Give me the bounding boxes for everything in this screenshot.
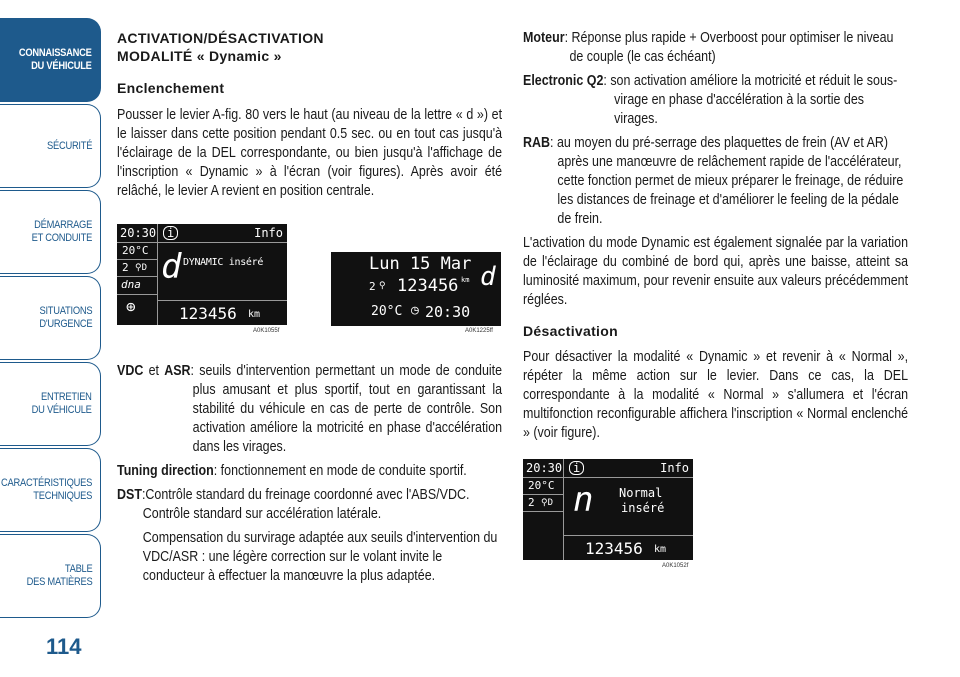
rab-term: RAB bbox=[523, 135, 551, 151]
clock-value: 20:30 bbox=[425, 303, 471, 321]
tab-label: SITUATIONS D'URGENCE bbox=[38, 305, 92, 330]
vdc-asr-text: : seuils d'intervention permettant un mode de conduite plus amusant et plus sportif, tout en garantissant la stabilité du véhicule en cas de perte de contrôle. Son activation améliore la motricité en phase d'accélération dans les virages. bbox=[190, 363, 503, 455]
right-column bbox=[523, 29, 909, 443]
info-icon: i bbox=[163, 226, 178, 240]
headlight-icon: ⚲D bbox=[541, 498, 554, 508]
tab-label: CARACTÉRISTIQUES TECHNIQUES bbox=[0, 477, 92, 502]
vdc-and: et bbox=[143, 363, 165, 379]
asr-term: ASR bbox=[164, 363, 191, 379]
temperature: 20°C bbox=[528, 479, 555, 492]
info-icon: i bbox=[569, 461, 584, 475]
moteur-text: : Réponse plus rapide + Overboost pour optimiser le niveau de couple (le cas échéant) bbox=[564, 30, 894, 65]
tab-table-matieres[interactable] bbox=[0, 534, 101, 618]
dst-term: DST bbox=[117, 487, 142, 503]
tab-demarrage[interactable] bbox=[0, 190, 101, 274]
dna-label: dna bbox=[121, 278, 141, 291]
tab-situations-urgence[interactable] bbox=[0, 276, 101, 360]
page-number: 114 bbox=[46, 634, 82, 659]
figure-caption: A0K1225ff bbox=[465, 328, 493, 334]
subheading-desactivation: Désactivation bbox=[523, 323, 618, 339]
paragraph-enclenchement: Pousser le levier A-fig. 80 vers le haut (au niveau de la lettre « d ») et le laisser dans cette position pendant 0.5 sec. ou en tout cas jusqu'à l'éclairage de la DEL correspondante, ou bien jusqu'à l'affichage de l'inscription « Dynamic » à l'écran (voir figures). Après avoir été relâché, le levier A revient en position centrale. bbox=[117, 107, 503, 199]
gear-indicator: 2 bbox=[122, 261, 129, 274]
info-label: Info bbox=[254, 226, 283, 240]
tab-label: ENTRETIEN DU VÉHICULE bbox=[31, 391, 92, 416]
mode-text-1: Normal bbox=[619, 486, 663, 500]
temperature: 20°C bbox=[122, 244, 149, 257]
mode-text: DYNAMIC inséré bbox=[183, 257, 264, 268]
tuning-text: : fonctionnement en mode de conduite sportif. bbox=[213, 463, 467, 479]
display-figure-dynamic bbox=[117, 224, 287, 325]
figure-caption: A0K1055f bbox=[253, 328, 280, 334]
globe-icon: ⊕ bbox=[126, 297, 136, 316]
clock-value: 20:30 bbox=[120, 226, 157, 240]
tuning-term: Tuning direction bbox=[117, 463, 214, 479]
eq2-text: : son activation améliore la motricité et réduit le sous-virage en phase d'accélération à la sortie des virages. bbox=[603, 73, 898, 127]
tab-caracteristiques[interactable] bbox=[0, 448, 101, 532]
mode-text-2: inséré bbox=[621, 501, 665, 515]
section-heading: ACTIVATION/DÉSACTIVATION bbox=[117, 30, 324, 46]
rab-text: : au moyen du pré-serrage des plaquettes de frein (AV et AR) après une manœuvre de relâchement rapide de l'accélérateur, cette fonction permet de mieux préparer le freinage, de réduire les distances de freinage et d'améliorer le feeling de la pédale de frein. bbox=[550, 135, 904, 227]
mode-letter: n bbox=[573, 480, 594, 520]
paragraph-dynamic-signal: L'activation du mode Dynamic est également signalée par la variation de l'éclairage du combiné de bord qui, après une baisse, atteint sa luminosité maximum, pour revenir ensuite aux valeurs précédemment réglées. bbox=[523, 235, 909, 308]
odometer-unit: km bbox=[248, 309, 261, 320]
chapter-sidebar bbox=[0, 18, 101, 620]
odometer-unit: km bbox=[461, 276, 470, 284]
tab-label: DÉMARRAGE ET CONDUITE bbox=[31, 219, 92, 244]
display-figure-dynamic-alt bbox=[331, 252, 501, 326]
mode-letter: d bbox=[480, 262, 496, 292]
left-column-bottom bbox=[117, 362, 503, 586]
tuning-item bbox=[117, 462, 502, 481]
vdc-asr-item bbox=[117, 362, 502, 457]
dst-text-2: Compensation du survirage adaptée aux seuils d'intervention du VDC/ASR : une légère correction sur le volant invite le conducteur à effectuer la manœuvre la plus adaptée. bbox=[142, 530, 498, 584]
temperature: 20°C bbox=[371, 304, 403, 319]
left-column-top bbox=[117, 29, 503, 201]
clock-value: 20:30 bbox=[526, 461, 563, 475]
eq2-term: Electronic Q2 bbox=[523, 73, 604, 89]
paragraph-desactivation: Pour désactiver la modalité « Dynamic » et revenir à « Normal », répéter la même action sur le levier. Dans ce cas, la DEL correspondante à la modalité « Normal » s'allumera et l'écran multifonction reconfigurable affichera l'inscription « Normal enclenché » (voir figure). bbox=[523, 349, 909, 441]
rab-item bbox=[523, 134, 908, 229]
info-label: Info bbox=[660, 461, 689, 475]
gear-indicator: 2 bbox=[528, 496, 535, 509]
moteur-term: Moteur bbox=[523, 30, 565, 46]
odometer-unit: km bbox=[654, 544, 667, 555]
headlight-icon: ⚲D bbox=[135, 263, 148, 273]
tab-label: CONNAISSANCE DU VÉHICULE bbox=[19, 47, 92, 72]
odometer: 123456 bbox=[397, 276, 459, 296]
vdc-term: VDC bbox=[117, 363, 144, 379]
clock-icon: ◷ bbox=[411, 303, 419, 318]
section-heading-2: MODALITÉ « Dynamic » bbox=[117, 48, 282, 64]
eq2-item bbox=[523, 72, 908, 129]
subheading-enclenchement: Enclenchement bbox=[117, 80, 225, 96]
display-figure-normal bbox=[523, 459, 693, 560]
tab-securite[interactable] bbox=[0, 104, 101, 188]
gear-indicator: 2 bbox=[369, 280, 376, 293]
odometer: 123456 bbox=[585, 539, 643, 558]
tab-label: SÉCURITÉ bbox=[46, 139, 92, 152]
mode-letter: d bbox=[161, 247, 182, 287]
tab-entretien[interactable] bbox=[0, 362, 101, 446]
moteur-item bbox=[523, 29, 908, 67]
date-value: Lun 15 Mar bbox=[369, 254, 472, 274]
figure-caption: A0K1052f bbox=[662, 563, 689, 569]
tab-label: TABLE DES MATIÈRES bbox=[26, 563, 92, 588]
odometer: 123456 bbox=[179, 304, 237, 323]
tab-connaissance-vehicule[interactable] bbox=[0, 18, 101, 102]
headlight-icon: ⚲ bbox=[379, 281, 386, 291]
dst-item bbox=[117, 486, 502, 586]
dst-text: :Contrôle standard du freinage coordonné avec l'ABS/VDC. Contrôle standard sur accélération latérale. bbox=[141, 487, 470, 522]
